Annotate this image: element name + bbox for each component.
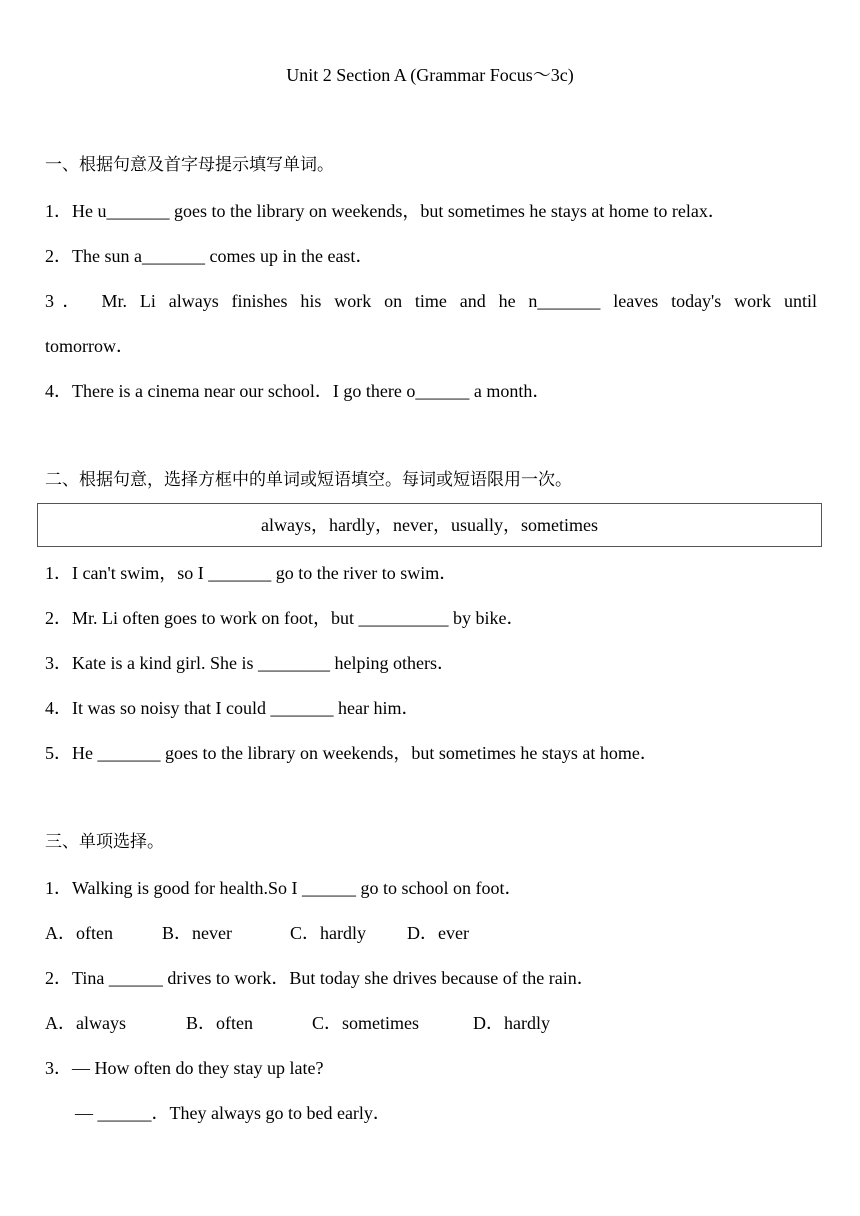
q2-option-b: B．often: [186, 1013, 253, 1033]
q1-option-a: A．often: [45, 923, 113, 943]
q2-option-d: D．hardly: [473, 1013, 550, 1033]
section2-item-2: 2．Mr. Li often goes to work on foot，but __________ by bike．: [45, 608, 525, 628]
section1-heading: 一、根据句意及首字母提示填写单词。: [45, 155, 334, 175]
q2-option-a: A．always: [45, 1013, 126, 1033]
section1-item-4: 4．There is a cinema near our school．I go there o______ a month．: [45, 381, 551, 401]
question-2-options: [45, 1011, 550, 1035]
q1-option-d: D．ever: [407, 923, 469, 943]
section2-item-4: 4．It was so noisy that I could _______ hear him．: [45, 698, 420, 718]
question-3-stem: 3．— How often do they stay up late?: [45, 1058, 324, 1078]
section2-item-3: 3．Kate is a kind girl. She is ________ helping others．: [45, 653, 455, 673]
page-title: Unit 2 Section A (Grammar Focus～3c): [286, 65, 574, 85]
section1-item-3: 3． Mr. Li always finishes his work on time and he n_______ leaves today's work until: [45, 291, 817, 311]
section1-item-2: 2．The sun a_______ comes up in the east．: [45, 246, 374, 266]
section1-item-3-continued: tomorrow．: [45, 336, 134, 356]
question-1-options: [45, 921, 469, 945]
q2-option-c: C．sometimes: [312, 1013, 419, 1033]
q1-option-c: C．hardly: [290, 923, 366, 943]
section2-item-5: 5．He _______ goes to the library on weekends，but sometimes he stays at home．: [45, 743, 658, 763]
question-2-stem: 2．Tina ______ drives to work．But today she drives because of the rain．: [45, 968, 595, 988]
question-3-answer-line: — ______．They always go to bed early．: [75, 1103, 391, 1123]
q1-option-b: B．never: [162, 923, 232, 943]
section2-item-1: 1．I can't swim，so I _______ go to the river to swim．: [45, 563, 458, 583]
section2-heading: 二、根据句意，选择方框中的单词或短语填空。每词或短语限用一次。: [45, 470, 572, 490]
word-bank-box: always，hardly，never，usually，sometimes: [37, 503, 822, 547]
section3-heading: 三、单项选择。: [45, 832, 164, 852]
section1-item-1: 1．He u_______ goes to the library on weekends，but sometimes he stays at home to relax．: [45, 201, 726, 221]
question-1-stem: 1．Walking is good for health.So I ______ go to school on foot．: [45, 878, 523, 898]
